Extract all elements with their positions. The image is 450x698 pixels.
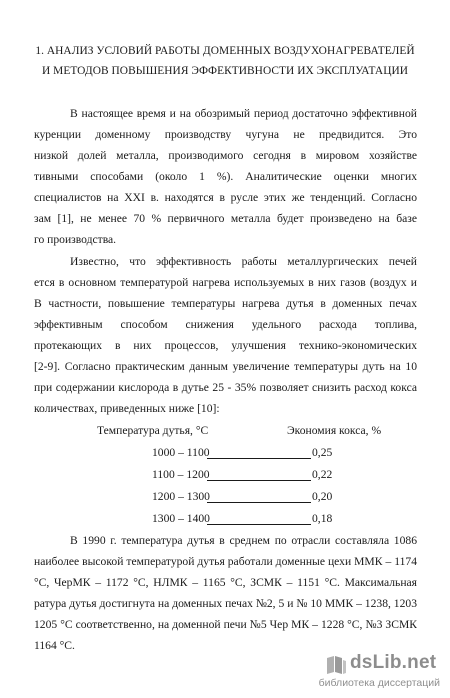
paragraph-3-line: ратура дутья достигнута на доменных печах №2, 5 и № 10 ММК – 1238, 1203	[34, 597, 417, 610]
paragraph-3-line: 1164 °С.	[34, 639, 75, 652]
paragraph-2-line: ется в основном температурой нагрева используемых в них газов (воздух и	[34, 276, 417, 289]
table-header-temperature: Температура дутья, °С	[97, 424, 209, 437]
paragraph-2-line: при содержании кислорода в дутье 25 - 35% позволяет снизить расход кокса	[34, 381, 417, 394]
paragraph-2-line: количествах, приведенных ниже [10]:	[34, 402, 220, 415]
paragraph-3-line: °С, ЧерМК – 1172 °С, НЛМК – 1165 °С, ЗСМК – 1151 °С. Максимальная	[34, 576, 417, 589]
paragraph-3-line: 1205 °С соответственно, на доменной печи №5 Чер МК – 1228 °С, №3 ЗСМК	[34, 618, 417, 631]
paragraph-1-line: го производства.	[34, 233, 117, 246]
temperature-range: 1000 – 1100	[152, 446, 210, 459]
row-underline	[207, 502, 311, 503]
row-underline	[207, 458, 311, 459]
section-heading-line-1: 1. АНАЛИЗ УСЛОВИЙ РАБОТЫ ДОМЕННЫХ ВОЗДУХОНАГРЕВАТЕЛЕЙ	[35, 45, 415, 57]
coke-savings-value: 0,25	[312, 446, 333, 459]
row-underline	[207, 524, 311, 525]
paragraph-2-line: Известно, что эффективность работы металлургических печей	[70, 255, 417, 268]
temperature-range: 1300 – 1400	[152, 512, 210, 525]
paragraph-1-line: тивными способами (около 1 %). Аналитические оценки многих	[34, 170, 417, 183]
paragraph-3-line: наиболее высокой температурой дутья работали доменные цехи ММК – 1174	[34, 555, 417, 568]
coke-savings-value: 0,18	[312, 512, 333, 525]
paragraph-2-line: протекающих в них процессов, улучшения технико-экономических	[34, 339, 417, 352]
section-heading-line-2: И МЕТОДОВ ПОВЫШЕНИЯ ЭФФЕКТИВНОСТИ ИХ ЭКСПЛУАТАЦИИ	[41, 65, 409, 77]
temperature-range: 1100 – 1200	[152, 468, 210, 481]
dslib-watermark	[310, 650, 440, 692]
paragraph-1-line: специалистов на XXI в. находятся в русле этих же тенденций. Согласно	[34, 191, 417, 204]
watermark-subtitle: библиотека диссертаций	[318, 677, 440, 689]
paragraph-1-line: низкой долей металла, производимого сегодня в мировом хозяйстве	[34, 149, 417, 162]
paragraph-1-line: куренции доменному производству чугуна не предвидится. Это	[34, 128, 417, 141]
temperature-range: 1200 – 1300	[152, 490, 210, 503]
paragraph-2-line: эффективным способом снижения удельного расхода топлива,	[34, 318, 417, 331]
paragraph-2-line: [2-9]. Согласно практическим данным увеличение температуры дуть на 10	[34, 360, 417, 373]
row-underline	[207, 480, 311, 481]
table-header-coke-savings: Экономия кокса, %	[287, 424, 382, 437]
paragraph-1-line: зам [1], не менее 70 % первичного металла будет произведено на базе	[34, 212, 417, 225]
coke-savings-value: 0,22	[312, 468, 333, 481]
paragraph-1-line: В настоящее время и на обозримый период достаточно эффективной	[70, 107, 417, 120]
paragraph-2-line: В частности, повышение температуры нагрева дутья в доменных печах	[34, 297, 417, 310]
watermark-site-name: dsLib.net	[350, 652, 437, 673]
paragraph-3-line: В 1990 г. температура дутья в среднем по отрасли составляла 1086	[70, 534, 417, 547]
book-stack-icon	[324, 654, 348, 676]
coke-savings-value: 0,20	[312, 490, 333, 503]
